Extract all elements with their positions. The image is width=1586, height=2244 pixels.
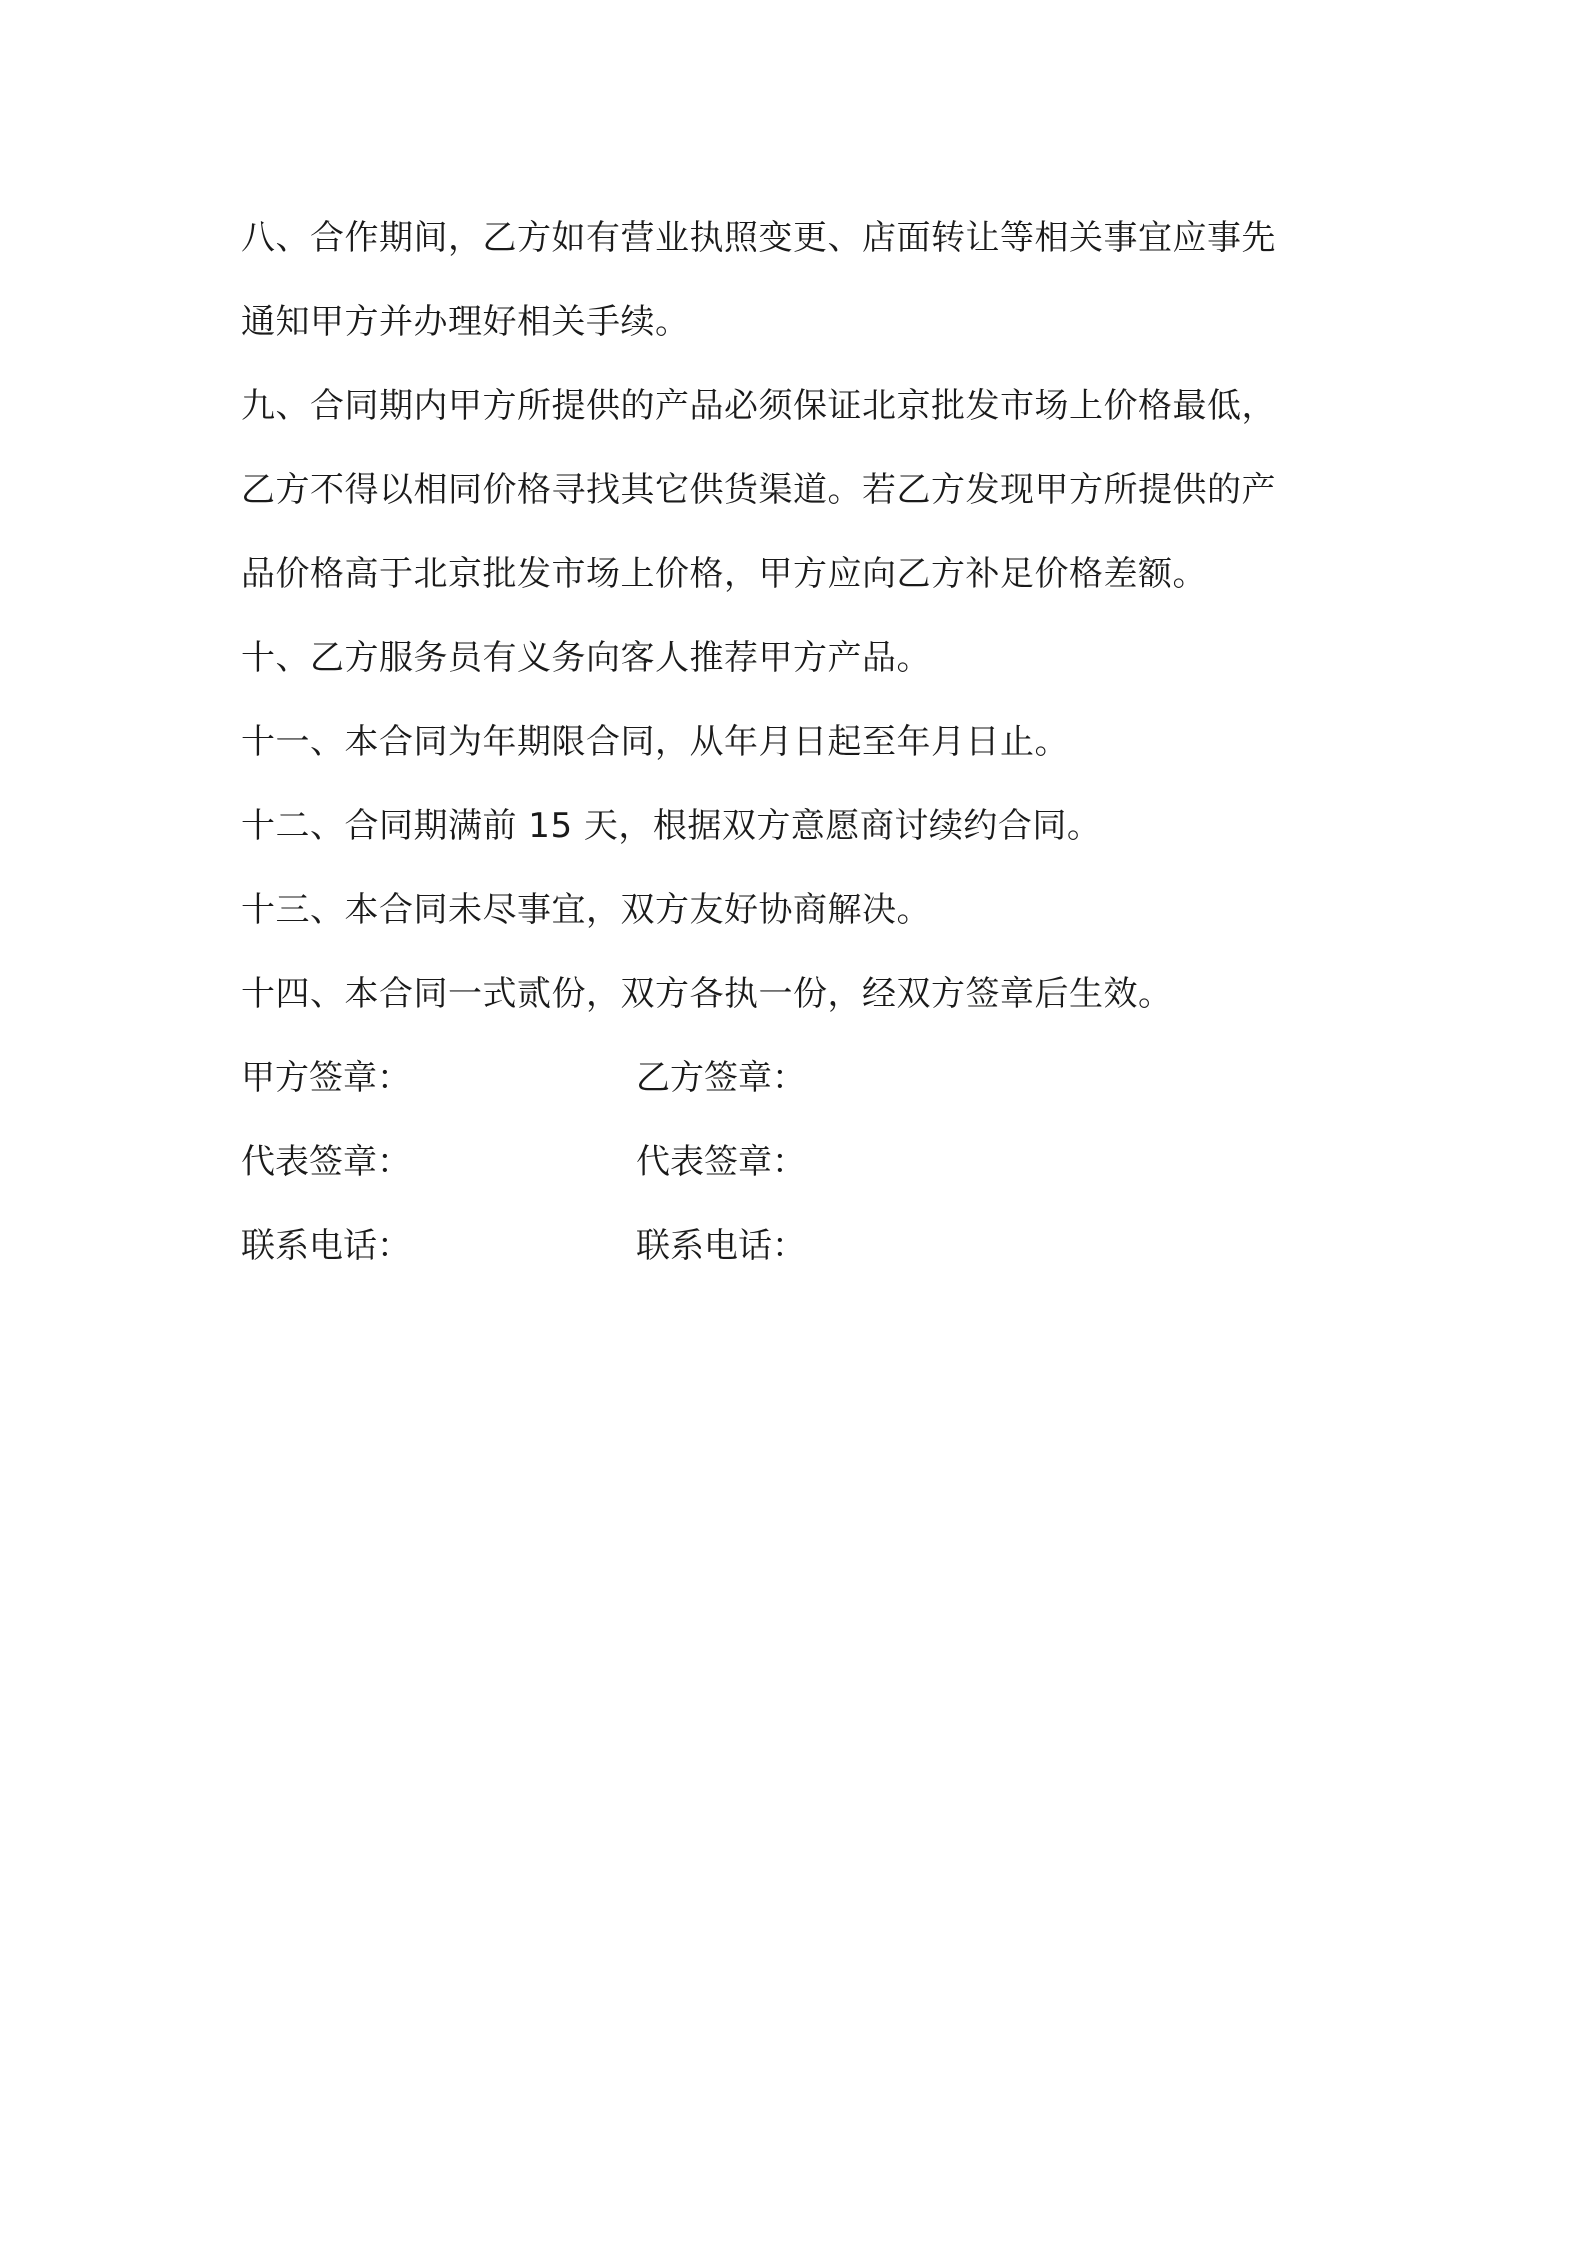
clause-11 — [241, 700, 1361, 784]
clause-line: 十三、本合同未尽事宜，双方友好协商解决。 — [241, 890, 931, 930]
clause-line: 十、乙方服务员有义务向客人推荐甲方产品。 — [241, 638, 931, 678]
clause-line: 十一、本合同为年期限合同，从年月日起至年月日止。 — [241, 722, 1069, 762]
clause-13 — [241, 868, 1361, 952]
signature-row-phone — [241, 1204, 1361, 1288]
clause-8 — [241, 196, 1361, 364]
clause-9 — [241, 364, 1361, 616]
signature-row-seal — [241, 1036, 1361, 1120]
party-a-seal-label: 甲方签章： — [241, 1058, 411, 1098]
clause-line: 八、合作期间，乙方如有营业执照变更、店面转让等相关事宜应事先 — [241, 218, 1276, 258]
clause-line: 乙方不得以相同价格寻找其它供货渠道。若乙方发现甲方所提供的产 — [241, 470, 1276, 510]
party-a-phone-label: 联系电话： — [241, 1226, 411, 1266]
clause-14 — [241, 952, 1361, 1036]
clause-line: 品价格高于北京批发市场上价格，甲方应向乙方补足价格差额。 — [241, 554, 1207, 594]
clause-line: 十二、合同期满前 15 天，根据双方意愿商讨续约合同。 — [241, 806, 1102, 846]
document-body — [241, 196, 1361, 1288]
clause-line: 通知甲方并办理好相关手续。 — [241, 302, 690, 342]
party-a-representative-label: 代表签章： — [241, 1142, 411, 1182]
clause-12 — [241, 784, 1361, 868]
clause-10 — [241, 616, 1361, 700]
clause-line: 十四、本合同一式贰份，双方各执一份，经双方签章后生效。 — [241, 974, 1173, 1014]
party-b-phone-label: 联系电话： — [636, 1226, 806, 1266]
clause-line: 九、合同期内甲方所提供的产品必须保证北京批发市场上价格最低， — [241, 386, 1276, 426]
signature-row-representative — [241, 1120, 1361, 1204]
signature-block — [241, 1036, 1361, 1288]
party-b-representative-label: 代表签章： — [636, 1142, 806, 1182]
party-b-seal-label: 乙方签章： — [636, 1058, 806, 1098]
